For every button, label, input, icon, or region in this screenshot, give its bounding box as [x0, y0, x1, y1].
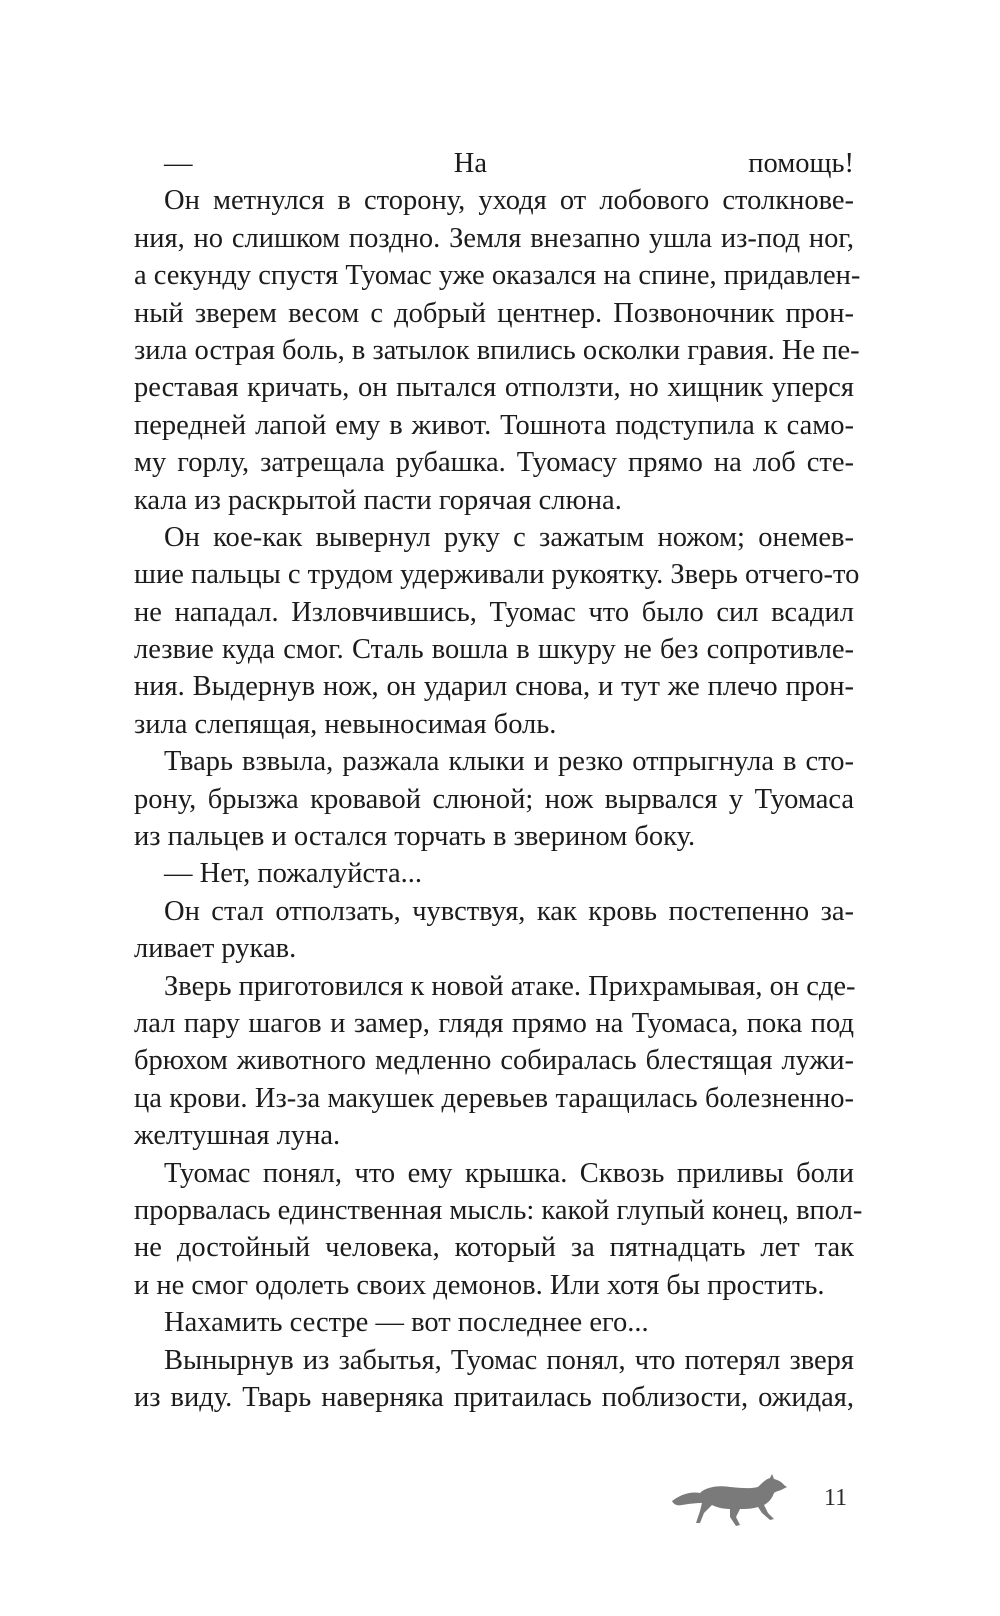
text-line: кала из раскрытой пасти горячая слюна. — [134, 484, 622, 516]
text-line: Зверь приготовился к новой атаке. Прихрамывая, он сде- — [164, 970, 856, 1002]
text-line: из пальцев и остался торчать в зверином боку. — [134, 821, 696, 853]
text-line: желтушная луна. — [134, 1120, 341, 1152]
text-line: из виду. Тварь наверняка притаилась поблизости, ожидая, — [134, 1381, 854, 1413]
text-line: Тварь взвыла, разжала клыки и резко отпрыгнула в сто- — [164, 746, 854, 778]
text-line: Вынырнув из забытья, Туомас понял, что потерял зверя — [164, 1344, 854, 1376]
text-line: — На помощь! — [164, 148, 854, 179]
wolf-icon — [670, 1473, 788, 1529]
text-line: и не смог одолеть своих демонов. Или хотя бы простить. — [134, 1269, 825, 1301]
page-footer — [0, 1470, 1000, 1550]
text-line: му горлу, затрещала рубашка. Туомасу прямо на лоб сте- — [134, 447, 854, 479]
text-line: ный зверем весом с добрый центнер. Позвоночник прон- — [134, 297, 854, 329]
text-line: лал пару шагов и замер, глядя прямо на Туомаса, пока под — [134, 1007, 854, 1039]
text-line: прорвалась единственная мысль: какой глупый конец, впол- — [134, 1194, 863, 1226]
text-line: ливает рукав. — [134, 933, 297, 965]
text-line: ния, но слишком поздно. Земля внезапно ушла из-под ног, — [134, 222, 854, 254]
text-line: — Нет, пожалуйста... — [164, 858, 423, 890]
text-line: зила слепящая, невыносимая боль. — [134, 708, 557, 740]
text-line: Он стал отползать, чувствуя, как кровь постепенно за- — [164, 895, 854, 927]
text-line: Нахамить сестре — вот последнее его... — [164, 1307, 649, 1339]
text-line: реставая кричать, он пытался отползти, но хищник уперся — [134, 372, 854, 404]
text-line: а секунду спустя Туомас уже оказался на спине, придавлен- — [134, 260, 861, 292]
text-line: ния. Выдернув нож, он ударил снова, и тут же плечо прон- — [134, 671, 854, 703]
page-number: 11 — [824, 1485, 848, 1511]
text-line: не нападал. Изловчившись, Туомас что было сил всадил — [134, 596, 854, 628]
text-line: ца крови. Из-за макушек деревьев таращилась болезненно- — [134, 1082, 854, 1114]
text-line: не достойный человека, который за пятнадцать лет так — [134, 1232, 854, 1264]
body-text — [134, 145, 863, 1416]
wolf-silhouette — [672, 1474, 787, 1526]
text-line: лезвие куда смог. Сталь вошла в шкуру не без сопротивле- — [134, 634, 854, 666]
text-line: зила острая боль, в затылок впились осколки гравия. Не пе- — [134, 334, 860, 366]
text-line: рону, брызжа кровавой слюной; нож вырвался у Туомаса — [134, 783, 854, 815]
text-line: шие пальцы с трудом удерживали рукоятку. Зверь отчего-то — [134, 559, 860, 591]
text-line: Он кое-как вывернул руку с зажатым ножом; онемев- — [164, 521, 854, 553]
text-line: брюхом животного медленно собиралась блестящая лужи- — [134, 1045, 854, 1077]
text-line: Туомас понял, что ему крышка. Сквозь приливы боли — [164, 1157, 854, 1189]
text-line: передней лапой ему в живот. Тошнота подступила к само- — [134, 409, 854, 441]
text-line: Он метнулся в сторону, уходя от лобового столкнове- — [164, 185, 854, 217]
